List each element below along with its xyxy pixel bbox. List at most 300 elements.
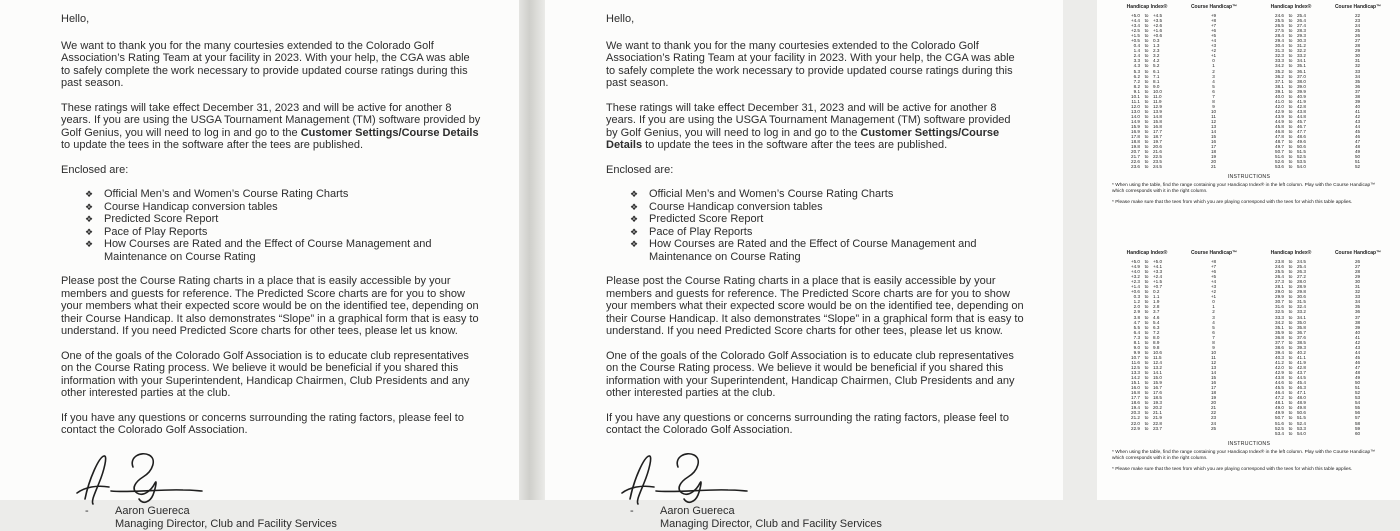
range-to-label: to bbox=[1144, 415, 1149, 421]
index-range-value: 28.1 bbox=[1275, 284, 1284, 290]
index-range-value: 2.3 bbox=[1153, 48, 1160, 54]
index-range-value: 30.4 bbox=[1275, 43, 1284, 49]
index-range-value: 48.7 bbox=[1275, 139, 1284, 145]
course-handicap-value: 4 bbox=[1212, 78, 1215, 84]
course-handicap-value: 51 bbox=[1354, 385, 1361, 391]
course-handicap-value: 47 bbox=[1354, 364, 1361, 370]
range-to-label: to bbox=[1288, 23, 1293, 29]
letter-paragraph-ratings bbox=[61, 102, 481, 152]
index-range-value: +2.6 bbox=[1153, 23, 1163, 29]
index-range-value: 29.4 bbox=[1275, 38, 1284, 44]
index-range-value: 12.4 bbox=[1153, 359, 1162, 365]
course-handicap-value: 38 bbox=[1354, 93, 1361, 99]
index-range-value: 28.9 bbox=[1297, 284, 1306, 290]
index-range-value: 38.0 bbox=[1297, 78, 1306, 84]
index-range-value: 7.1 bbox=[1153, 73, 1160, 79]
index-range-value: 22.5 bbox=[1153, 154, 1162, 160]
range-to-label: to bbox=[1144, 83, 1149, 89]
index-range-value: 23.6 bbox=[1131, 164, 1140, 170]
index-range-value: 31.6 bbox=[1275, 304, 1284, 310]
header-handicap-index: Handicap Index® bbox=[1126, 4, 1168, 10]
index-range-value: 10.0 bbox=[1153, 88, 1162, 94]
index-range-value: 3.3 bbox=[1133, 58, 1140, 64]
index-range-value: 0.4 bbox=[1133, 43, 1140, 49]
letter-paragraph-ratings bbox=[606, 102, 1025, 152]
index-range-value: 46.7 bbox=[1297, 124, 1306, 130]
index-range-value: 24.5 bbox=[1153, 164, 1162, 170]
index-range-value: 43.8 bbox=[1275, 375, 1284, 381]
course-handicap-value: +7 bbox=[1210, 23, 1217, 29]
course-handicap-value: 49 bbox=[1354, 375, 1361, 381]
index-range-value: 20.3 bbox=[1131, 410, 1140, 416]
course-handicap-value: 12 bbox=[1210, 359, 1217, 365]
course-handicap-value: 13 bbox=[1210, 124, 1217, 130]
table-header bbox=[1110, 250, 1244, 257]
index-range-value: 17.8 bbox=[1131, 134, 1140, 140]
index-range-value: 29.8 bbox=[1297, 289, 1306, 295]
range-to-label: to bbox=[1144, 425, 1149, 431]
index-range-value: 22.8 bbox=[1153, 420, 1162, 426]
index-range-value: 21.9 bbox=[1153, 415, 1162, 421]
range-to-label: to bbox=[1288, 53, 1293, 59]
index-range-value: 20.7 bbox=[1131, 149, 1140, 155]
course-handicap-value: +4 bbox=[1210, 38, 1217, 44]
course-handicap-value: 11 bbox=[1211, 354, 1216, 360]
index-range-value: 1.9 bbox=[1153, 299, 1160, 305]
index-range-value: 39.3 bbox=[1297, 344, 1306, 350]
signer-title: Managing Director, Club and Facility Services bbox=[115, 518, 337, 530]
index-range-value: +2.3 bbox=[1130, 279, 1140, 285]
course-handicap-value: 50 bbox=[1354, 154, 1361, 160]
course-handicap-value: 58 bbox=[1354, 420, 1361, 426]
range-to-label: to bbox=[1288, 410, 1293, 416]
range-to-label: to bbox=[1144, 43, 1149, 49]
list-item bbox=[630, 238, 1025, 263]
index-range-value: 44.5 bbox=[1297, 375, 1306, 381]
range-to-label: to bbox=[1144, 390, 1149, 396]
index-range-value: 35.2 bbox=[1275, 68, 1284, 74]
index-range-value: 45.5 bbox=[1275, 385, 1284, 391]
index-range-value: 39.9 bbox=[1297, 88, 1306, 94]
course-handicap-value: 24 bbox=[1210, 420, 1217, 426]
range-to-label: to bbox=[1144, 370, 1149, 376]
index-range-value: 21.6 bbox=[1153, 149, 1162, 155]
index-range-value: 1.4 bbox=[1133, 48, 1140, 54]
course-handicap-value: 46 bbox=[1354, 134, 1361, 140]
course-handicap-value: +9 bbox=[1210, 13, 1217, 18]
course-handicap-value: 6 bbox=[1212, 329, 1215, 335]
list-item bbox=[630, 188, 1025, 201]
index-range-value: 15.8 bbox=[1153, 118, 1162, 124]
table-columns bbox=[1110, 4, 1388, 169]
diamond-bullet-icon: ❖ bbox=[630, 214, 639, 224]
range-to-label: to bbox=[1288, 274, 1293, 280]
course-handicap-value: 52 bbox=[1354, 164, 1361, 170]
index-range-value: 51.6 bbox=[1275, 420, 1284, 426]
range-to-label: to bbox=[1144, 349, 1149, 355]
page-gutter bbox=[1063, 0, 1097, 500]
course-handicap-value: 3 bbox=[1212, 314, 1215, 320]
course-handicap-value: 57 bbox=[1354, 415, 1361, 421]
course-handicap-value: 38 bbox=[1354, 319, 1361, 325]
index-range-value: 47.1 bbox=[1297, 390, 1306, 396]
range-to-label: to bbox=[1144, 420, 1149, 426]
range-to-label: to bbox=[1288, 149, 1293, 155]
index-range-value: +0.6 bbox=[1153, 33, 1163, 39]
course-handicap-value: 44 bbox=[1354, 349, 1361, 355]
index-range-value: 13.0 bbox=[1131, 108, 1140, 114]
index-range-value: 19.8 bbox=[1131, 144, 1140, 150]
enclosed-label: Enclosed are: bbox=[61, 163, 129, 176]
range-to-label: to bbox=[1288, 339, 1293, 345]
course-handicap-value: 41 bbox=[1354, 108, 1361, 114]
index-range-value: 49.8 bbox=[1297, 405, 1306, 411]
paragraph-text: to update the tees in the software after the tees are published. bbox=[61, 139, 364, 151]
index-range-value: 40.9 bbox=[1297, 93, 1306, 99]
range-to-label: to bbox=[1288, 425, 1293, 431]
course-handicap-value: 1 bbox=[1212, 304, 1215, 310]
course-handicap-value: 9 bbox=[1212, 103, 1215, 109]
course-handicap-value: 34 bbox=[1354, 73, 1361, 79]
index-range-value: 24.5 bbox=[1297, 259, 1306, 264]
range-to-label: to bbox=[1288, 380, 1293, 386]
index-range-value: 24.6 bbox=[1275, 264, 1284, 270]
range-to-label: to bbox=[1144, 314, 1149, 320]
course-handicap-value: 24 bbox=[1354, 23, 1361, 29]
index-range-value: +1.5 bbox=[1153, 279, 1163, 285]
range-to-label: to bbox=[1144, 23, 1149, 29]
range-to-label: to bbox=[1144, 103, 1149, 109]
index-range-value: 52.4 bbox=[1297, 420, 1306, 426]
index-range-value: +1.4 bbox=[1130, 284, 1140, 290]
range-to-label: to bbox=[1144, 294, 1149, 300]
enclosure-item: Pace of Play Reports bbox=[104, 225, 208, 238]
index-range-value: 12.0 bbox=[1131, 103, 1140, 109]
index-range-value: 37.1 bbox=[1275, 78, 1284, 84]
course-handicap-value: 9 bbox=[1212, 344, 1215, 350]
index-range-value: 27.5 bbox=[1275, 28, 1284, 34]
course-handicap-value: 11 bbox=[1211, 113, 1216, 119]
index-range-value: 50.6 bbox=[1297, 144, 1306, 150]
index-range-value: 45.7 bbox=[1297, 118, 1306, 124]
index-range-value: 10.1 bbox=[1131, 93, 1140, 99]
course-handicap-value: 50 bbox=[1354, 380, 1361, 386]
index-range-value: 42.8 bbox=[1297, 103, 1306, 109]
range-to-label: to bbox=[1144, 319, 1149, 325]
course-handicap-value: 21 bbox=[1210, 405, 1217, 411]
letter-paragraph-questions: If you have any questions or concerns surrounding the rating factors, please feel to contact the Colorado Golf Association. bbox=[606, 411, 1009, 436]
enclosure-item: How Courses are Rated and the Effect of Course Management and Maintenance on Course Rating bbox=[104, 238, 432, 263]
index-range-value: 34.2 bbox=[1275, 319, 1284, 325]
range-to-label: to bbox=[1144, 134, 1149, 140]
range-to-label: to bbox=[1288, 395, 1293, 401]
course-handicap-value: 10 bbox=[1210, 108, 1217, 114]
enclosure-item: Course Handicap conversion tables bbox=[649, 200, 823, 213]
range-to-label: to bbox=[1288, 400, 1293, 406]
range-to-label: to bbox=[1144, 264, 1149, 270]
range-to-label: to bbox=[1288, 113, 1293, 119]
index-range-value: 40.2 bbox=[1297, 349, 1306, 355]
index-range-value: 52.5 bbox=[1297, 154, 1306, 160]
range-to-label: to bbox=[1288, 18, 1293, 24]
index-range-value: 22.9 bbox=[1131, 425, 1140, 431]
course-handicap-value: 45 bbox=[1354, 129, 1361, 135]
course-handicap-value: 2 bbox=[1212, 68, 1215, 74]
course-handicap-value: 12 bbox=[1210, 118, 1217, 124]
table-header bbox=[1110, 4, 1244, 11]
course-handicap-value: 1 bbox=[1212, 63, 1215, 69]
course-handicap-value: +8 bbox=[1210, 18, 1217, 24]
range-to-label: to bbox=[1288, 144, 1293, 150]
range-to-label: to bbox=[1144, 53, 1149, 59]
range-to-label: to bbox=[1144, 329, 1149, 335]
course-handicap-value: 25 bbox=[1210, 425, 1217, 431]
header-course-handicap: Course Handicap™ bbox=[1190, 4, 1238, 10]
range-to-label: to bbox=[1144, 144, 1149, 150]
letter-greeting: Hello, bbox=[61, 13, 90, 25]
index-range-value: 14.9 bbox=[1131, 118, 1140, 124]
index-range-value: 6.1 bbox=[1153, 68, 1160, 74]
range-to-label: to bbox=[1144, 334, 1149, 340]
index-range-value: 7.2 bbox=[1133, 78, 1140, 84]
range-to-label: to bbox=[1288, 38, 1293, 44]
course-handicap-value: 27 bbox=[1354, 264, 1361, 270]
index-range-value: 13.9 bbox=[1153, 108, 1162, 114]
table-row bbox=[1110, 164, 1244, 169]
index-range-value: 53.6 bbox=[1275, 164, 1284, 170]
course-handicap-value: 59 bbox=[1354, 425, 1361, 431]
range-to-label: to bbox=[1288, 359, 1293, 365]
range-to-label: to bbox=[1288, 78, 1293, 84]
index-range-value: 47.7 bbox=[1297, 129, 1306, 135]
index-range-value: 28.0 bbox=[1297, 279, 1306, 285]
letter-greeting: Hello, bbox=[606, 13, 635, 25]
letter-page-1 bbox=[0, 0, 519, 530]
index-range-value: 32.5 bbox=[1275, 309, 1284, 315]
index-range-value: 16.8 bbox=[1153, 124, 1162, 130]
range-to-label: to bbox=[1288, 154, 1293, 160]
course-handicap-value: 29 bbox=[1354, 274, 1361, 280]
course-handicap-value: 20 bbox=[1210, 400, 1217, 406]
course-handicap-value: 32 bbox=[1354, 289, 1361, 295]
index-range-value: 2.9 bbox=[1133, 309, 1140, 315]
index-range-value: 25.4 bbox=[1297, 13, 1306, 18]
diamond-bullet-icon: ❖ bbox=[630, 226, 639, 237]
range-to-label: to bbox=[1144, 400, 1149, 406]
range-to-label: to bbox=[1144, 344, 1149, 350]
course-handicap-value: 35 bbox=[1354, 78, 1361, 84]
range-to-label: to bbox=[1144, 410, 1149, 416]
signature bbox=[71, 449, 481, 530]
index-range-value: 41.9 bbox=[1297, 98, 1306, 104]
index-range-value: 5.3 bbox=[1133, 68, 1140, 74]
course-handicap-value: 33 bbox=[1354, 294, 1361, 300]
course-handicap-value: 16 bbox=[1210, 380, 1217, 386]
course-handicap-value: 18 bbox=[1210, 149, 1217, 155]
range-to-label: to bbox=[1144, 58, 1149, 64]
index-range-value: 3.8 bbox=[1133, 314, 1140, 320]
index-range-value: 1.3 bbox=[1153, 43, 1160, 49]
course-handicap-value: 26 bbox=[1354, 259, 1361, 264]
paragraph-text: These ratings will take effect December 31, 2023 and will be active for another 8 years. If you are using the USGA Tournament Management (TM) software provided by Golf Genius, you will need to log in and go to the bbox=[61, 101, 481, 139]
index-range-value: 43.8 bbox=[1297, 108, 1306, 114]
index-range-value: 21.2 bbox=[1131, 415, 1140, 421]
index-range-value: 33.3 bbox=[1275, 58, 1284, 64]
range-to-label: to bbox=[1288, 269, 1293, 275]
index-range-value: 5.2 bbox=[1153, 63, 1160, 69]
index-range-value: 16.7 bbox=[1153, 385, 1162, 391]
letter-paragraph-goals: One of the goals of the Colorado Golf Association is to educate club representatives on the Course Rating process. We believe it would be beneficial if you shared this information with your Superintendent, Handicap Chairmen, Club Presidents and any other interested parties at the club. bbox=[61, 349, 470, 399]
index-range-value: 15.9 bbox=[1131, 124, 1140, 130]
index-range-value: 48.6 bbox=[1297, 134, 1306, 140]
course-handicap-value: 40 bbox=[1354, 329, 1361, 335]
index-range-value: 9.9 bbox=[1133, 349, 1140, 355]
index-range-value: +3.4 bbox=[1130, 23, 1140, 29]
handicap-conversion-table-2 bbox=[1110, 250, 1388, 478]
index-range-value: 18.7 bbox=[1153, 134, 1162, 140]
course-handicap-value: 6 bbox=[1212, 88, 1215, 94]
enclosure-item: Predicted Score Report bbox=[104, 213, 219, 225]
index-range-value: 12.9 bbox=[1153, 103, 1162, 109]
course-handicap-value: 17 bbox=[1210, 385, 1217, 391]
letter-page-2 bbox=[545, 0, 1063, 530]
range-to-label: to bbox=[1144, 129, 1149, 135]
index-range-value: 9.8 bbox=[1153, 344, 1160, 350]
course-handicap-value: 46 bbox=[1354, 359, 1361, 365]
index-range-value: 48.0 bbox=[1297, 395, 1306, 401]
course-handicap-value: 5 bbox=[1212, 324, 1215, 330]
index-range-value: 42.9 bbox=[1275, 108, 1284, 114]
list-item bbox=[85, 226, 481, 239]
range-to-label: to bbox=[1288, 299, 1293, 305]
range-to-label: to bbox=[1288, 48, 1293, 54]
range-to-label: to bbox=[1144, 33, 1149, 39]
range-to-label: to bbox=[1288, 83, 1293, 89]
index-range-value: 51.5 bbox=[1297, 149, 1306, 155]
index-range-value: 44.9 bbox=[1275, 118, 1284, 124]
instructions-title: INSTRUCTIONS bbox=[1227, 440, 1271, 447]
range-to-label: to bbox=[1288, 289, 1293, 295]
page-gutter bbox=[519, 0, 545, 500]
course-handicap-value: +6 bbox=[1210, 269, 1217, 275]
index-range-value: 27.2 bbox=[1297, 274, 1306, 280]
index-range-value: 32.3 bbox=[1275, 53, 1284, 59]
range-to-label: to bbox=[1288, 129, 1293, 135]
range-to-label: to bbox=[1288, 390, 1293, 396]
course-handicap-value: 39 bbox=[1354, 98, 1361, 104]
range-to-label: to bbox=[1288, 63, 1293, 69]
course-handicap-value: 14 bbox=[1210, 370, 1217, 376]
course-handicap-value: +4 bbox=[1210, 279, 1217, 285]
index-range-value: 37.7 bbox=[1275, 339, 1284, 345]
course-handicap-value: 36 bbox=[1354, 83, 1361, 89]
index-range-value: 44.8 bbox=[1297, 113, 1306, 119]
course-handicap-value: 47 bbox=[1354, 139, 1361, 145]
signer-line bbox=[85, 505, 481, 518]
signer-name: Aaron Guereca bbox=[115, 504, 190, 517]
course-handicap-value: 8 bbox=[1212, 339, 1215, 345]
index-range-value: 23.5 bbox=[1153, 159, 1162, 165]
course-handicap-value: 23 bbox=[1210, 415, 1217, 421]
diamond-bullet-icon: ❖ bbox=[85, 189, 94, 199]
course-handicap-value: 26 bbox=[1354, 33, 1361, 39]
range-to-label: to bbox=[1144, 324, 1149, 330]
range-to-label: to bbox=[1144, 98, 1149, 104]
course-handicap-value: 7 bbox=[1212, 93, 1215, 99]
index-range-value: 29.3 bbox=[1297, 33, 1306, 39]
index-range-value: 35.1 bbox=[1275, 324, 1284, 330]
course-handicap-value: 42 bbox=[1354, 113, 1361, 119]
index-range-value: +4.9 bbox=[1130, 264, 1140, 270]
index-range-value: 24.6 bbox=[1275, 13, 1284, 18]
course-handicap-value: 18 bbox=[1210, 390, 1217, 396]
course-handicap-value: 17 bbox=[1210, 144, 1217, 150]
enclosure-item: Official Men’s and Women’s Course Rating Charts bbox=[649, 188, 894, 200]
list-item bbox=[85, 238, 481, 263]
range-to-label: to bbox=[1144, 375, 1149, 381]
range-to-label: to bbox=[1144, 139, 1149, 145]
index-range-value: 47.2 bbox=[1275, 395, 1284, 401]
course-handicap-value: 42 bbox=[1354, 339, 1361, 345]
range-to-label: to bbox=[1288, 375, 1293, 381]
index-range-value: 25.5 bbox=[1275, 18, 1284, 24]
range-to-label: to bbox=[1144, 149, 1149, 155]
list-item bbox=[85, 213, 481, 226]
course-handicap-value: 5 bbox=[1212, 83, 1215, 89]
course-handicap-value: +5 bbox=[1210, 274, 1217, 280]
index-range-value: 47.8 bbox=[1275, 134, 1284, 140]
index-range-value: 34.1 bbox=[1297, 314, 1306, 320]
index-range-value: 13.3 bbox=[1131, 370, 1140, 376]
index-range-value: 52.6 bbox=[1275, 159, 1284, 165]
range-to-label: to bbox=[1144, 108, 1149, 114]
letter-paragraph-post-charts: Please post the Course Rating charts in a place that is easily accessible by your members and guests for reference. The Predicted Score charts are for you to show your members what their expected score would be on the identified tee, depending on their Course Handicap. It also demonstrates “Slope” in a graphical form that is easy to understand. If you need Predicted Score charts for other tees, please let us know. bbox=[606, 275, 1024, 337]
range-to-label: to bbox=[1144, 359, 1149, 365]
course-handicap-value: 25 bbox=[1354, 28, 1361, 34]
signature-scribble bbox=[71, 449, 221, 505]
course-handicap-value: 51 bbox=[1354, 159, 1361, 165]
index-range-value: 31.3 bbox=[1275, 48, 1284, 54]
index-range-value: +2.4 bbox=[1153, 274, 1163, 280]
course-handicap-value: 2 bbox=[1212, 309, 1215, 315]
index-range-value: 2.4 bbox=[1133, 53, 1140, 59]
course-handicap-value: 8 bbox=[1212, 98, 1215, 104]
enclosed-label: Enclosed are: bbox=[606, 163, 674, 176]
course-handicap-value: 43 bbox=[1354, 118, 1361, 124]
enclosure-item: Pace of Play Reports bbox=[649, 225, 753, 238]
index-range-value: 43.9 bbox=[1275, 113, 1284, 119]
index-range-value: 27.4 bbox=[1297, 23, 1306, 29]
range-to-label: to bbox=[1144, 38, 1149, 44]
range-to-label: to bbox=[1144, 354, 1149, 360]
index-range-value: 16.8 bbox=[1131, 390, 1140, 396]
range-to-label: to bbox=[1144, 18, 1149, 24]
index-range-value: 35.1 bbox=[1297, 63, 1306, 69]
instructions-title: INSTRUCTIONS bbox=[1227, 174, 1271, 181]
header-course-handicap: Course Handicap™ bbox=[1334, 4, 1382, 10]
range-to-label: to bbox=[1144, 88, 1149, 94]
course-handicap-value: 33 bbox=[1354, 68, 1361, 74]
course-handicap-value: +7 bbox=[1210, 264, 1217, 270]
index-range-value: 51.6 bbox=[1275, 154, 1284, 160]
index-range-value: 30.6 bbox=[1297, 294, 1306, 300]
index-range-value: 1.1 bbox=[1153, 294, 1160, 300]
index-range-value: 52.5 bbox=[1275, 425, 1284, 431]
index-range-value: 42.8 bbox=[1297, 364, 1306, 370]
index-range-value: 14.0 bbox=[1131, 113, 1140, 119]
diamond-bullet-icon: ❖ bbox=[630, 189, 639, 199]
diamond-bullet-icon: ❖ bbox=[85, 201, 94, 212]
